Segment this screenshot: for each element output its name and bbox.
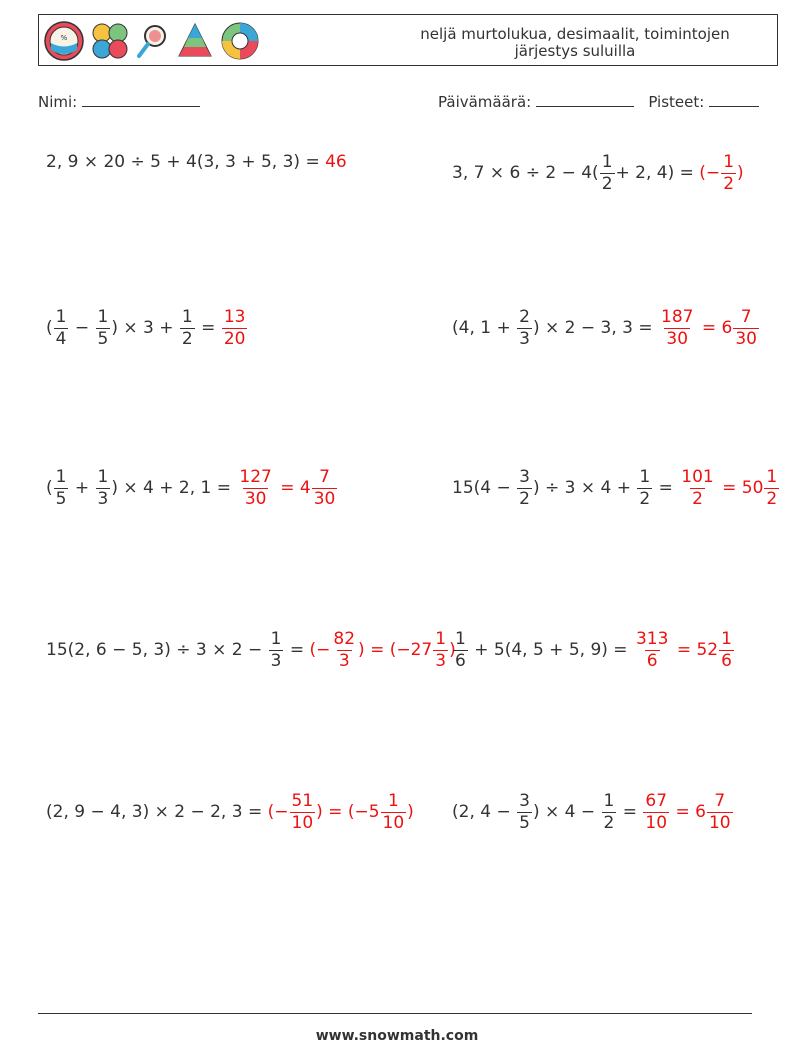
denominator: 3 <box>270 650 282 671</box>
denominator: 20 <box>223 328 246 349</box>
expression-part: ) × 3 + <box>111 318 174 338</box>
name-blank[interactable] <box>82 92 200 107</box>
denominator: 6 <box>455 650 466 671</box>
denominator: 2 <box>766 488 778 509</box>
answer <box>633 628 735 671</box>
name-field <box>38 92 200 111</box>
numerator: 1 <box>603 790 615 811</box>
date-label: Päivämäärä: <box>438 93 532 111</box>
expression-part: ) × 2 − 3, 3 = <box>532 318 653 338</box>
date-blank[interactable] <box>536 92 634 107</box>
answer-part: (− <box>309 640 331 660</box>
answer-fraction <box>634 628 670 671</box>
mixed-whole: = 4 <box>280 478 311 498</box>
answer-part: (− <box>267 802 289 822</box>
title-line-1: neljä murtolukua, desimaalit, toimintojen <box>420 25 730 43</box>
expression: 2, 9 × 20 ÷ 5 + 4(3, 3 + 5, 3) = <box>46 152 320 172</box>
name-label: Nimi: <box>38 93 78 111</box>
problem-9 <box>46 782 414 842</box>
answer-part: (− <box>699 163 721 183</box>
denominator: 5 <box>519 812 530 833</box>
expression-part: = <box>201 318 216 338</box>
numerator: 1 <box>455 628 466 649</box>
problem-5 <box>46 458 338 518</box>
problem-2 <box>452 143 744 203</box>
title-line-2: järjestys suluilla <box>514 42 636 60</box>
expression-part: ( <box>46 478 53 498</box>
denominator: 2 <box>692 488 703 509</box>
numerator: 1 <box>723 151 735 172</box>
answer <box>309 628 456 671</box>
score-blank[interactable] <box>709 92 759 107</box>
numerator: 1 <box>270 628 282 649</box>
fraction <box>269 628 284 671</box>
worksheet-header <box>38 14 778 66</box>
mixed-fraction <box>312 466 338 509</box>
answer <box>678 466 780 509</box>
fraction <box>602 790 617 833</box>
expression-part: ) ÷ 3 × 4 + <box>532 478 631 498</box>
footer-url[interactable]: www.snowmath.com <box>315 1028 479 1044</box>
problem-4 <box>452 298 760 358</box>
denominator: 2 <box>639 488 651 509</box>
donut-chart-icon <box>219 20 261 62</box>
percent-circle-icon <box>43 20 85 62</box>
denominator: 30 <box>313 488 336 509</box>
expression-part: ) × 4 − <box>532 802 596 822</box>
fraction <box>54 306 69 349</box>
mixed-fraction <box>433 628 448 671</box>
denominator: 3 <box>97 488 109 509</box>
answer <box>699 151 744 194</box>
numerator: 82 <box>333 628 356 649</box>
denominator: 5 <box>55 488 67 509</box>
denominator: 10 <box>291 812 314 833</box>
fraction <box>96 466 111 509</box>
numerator: 1 <box>601 151 613 172</box>
expression-part: 15(2, 6 − 5, 3) ÷ 3 × 2 − <box>46 640 263 660</box>
expression-part: = <box>289 640 305 660</box>
expression-part: (2, 9 − 4, 3) × 2 − 2, 3 = <box>46 802 263 822</box>
answer-part: ) <box>449 640 456 660</box>
numerator: 313 <box>635 628 669 649</box>
expression-part: (2, 4 − <box>452 802 511 822</box>
answer-part: ) = (−5 <box>316 802 380 822</box>
numerator: 13 <box>223 306 246 327</box>
denominator: 30 <box>666 328 689 349</box>
magnifier-icon <box>135 20 171 62</box>
answer-fraction <box>290 790 316 833</box>
numerator: 3 <box>519 790 530 811</box>
answer-fraction <box>222 306 248 349</box>
denominator: 3 <box>338 650 350 671</box>
answer-part: ) <box>737 163 744 183</box>
numerator: 2 <box>519 306 530 327</box>
expression-part: 15(4 − <box>452 478 511 498</box>
problem-10 <box>452 782 734 842</box>
problem-3 <box>46 298 248 358</box>
fraction <box>517 790 532 833</box>
numerator: 127 <box>239 466 272 487</box>
expression-part: ) × 4 + 2, 1 = <box>111 478 231 498</box>
denominator: 30 <box>735 328 757 349</box>
numerator: 1 <box>639 466 651 487</box>
expression-part: = <box>622 802 638 822</box>
numerator: 187 <box>661 306 694 327</box>
numerator: 1 <box>721 628 732 649</box>
mixed-whole: = 6 <box>675 802 706 822</box>
denominator: 10 <box>382 812 405 833</box>
denominator: 2 <box>181 328 193 349</box>
denominator: 5 <box>97 328 109 349</box>
expression-part: = <box>658 478 673 498</box>
answer <box>236 466 338 509</box>
mixed-whole: = 52 <box>676 640 719 660</box>
answer <box>267 790 414 833</box>
mixed-fraction <box>707 790 733 833</box>
mixed-fraction <box>764 466 779 509</box>
answer-fraction <box>331 628 357 671</box>
denominator: 2 <box>603 812 615 833</box>
answer <box>221 306 249 349</box>
answer-fraction <box>643 790 669 833</box>
numerator: 101 <box>681 466 714 487</box>
answer: 46 <box>325 152 347 172</box>
mixed-fraction <box>719 628 734 671</box>
numerator: 51 <box>291 790 314 811</box>
numerator: 67 <box>645 790 668 811</box>
fraction <box>517 306 532 349</box>
numerator: 1 <box>97 306 109 327</box>
numerator: 7 <box>740 306 752 327</box>
answer-fraction <box>237 466 273 509</box>
answer-fraction <box>721 151 736 194</box>
denominator: 2 <box>519 488 530 509</box>
numerator: 1 <box>55 466 67 487</box>
fraction-clover-icon <box>89 20 131 62</box>
problem-6 <box>452 458 780 518</box>
denominator: 10 <box>645 812 668 833</box>
numerator: 3 <box>519 466 530 487</box>
mixed-fraction <box>733 306 759 349</box>
answer-part: ) = (−27 <box>358 640 433 660</box>
footer-divider <box>38 1013 752 1014</box>
numerator: 1 <box>766 466 778 487</box>
problem-8 <box>452 620 735 680</box>
answer-fraction <box>659 306 695 349</box>
worksheet-title <box>395 26 755 60</box>
expression-part: − <box>74 318 90 338</box>
expression-part: + 5(4, 5 + 5, 9) = <box>474 640 628 660</box>
expression-part: 3, 7 × 6 ÷ 2 − 4( <box>452 163 599 183</box>
answer <box>642 790 733 833</box>
score-label: Pisteet: <box>648 93 705 111</box>
fraction <box>96 306 111 349</box>
numerator: 1 <box>97 466 109 487</box>
fraction <box>180 306 195 349</box>
numerator: 7 <box>319 466 330 487</box>
answer-fraction <box>679 466 715 509</box>
denominator: 10 <box>708 812 731 833</box>
mixed-fraction <box>381 790 407 833</box>
numerator: 1 <box>435 628 447 649</box>
fraction <box>637 466 652 509</box>
answer-part: ) <box>407 802 414 822</box>
date-score-fields <box>438 92 759 111</box>
answer <box>658 306 760 349</box>
fraction <box>453 628 468 671</box>
denominator: 3 <box>435 650 447 671</box>
numerator: 1 <box>387 790 399 811</box>
denominator: 6 <box>646 650 658 671</box>
problem-1 <box>46 132 347 192</box>
expression-part: (4, 1 + <box>452 318 511 338</box>
mixed-whole: = 6 <box>701 318 733 338</box>
problem-7 <box>46 620 456 680</box>
denominator: 30 <box>244 488 267 509</box>
pyramid-icon <box>175 20 215 62</box>
numerator: 1 <box>181 306 193 327</box>
denominator: 2 <box>601 173 613 194</box>
expression-part: + <box>74 478 90 498</box>
numerator: 7 <box>714 790 726 811</box>
fraction <box>517 466 532 509</box>
expression-part: + 2, 4) = <box>615 163 694 183</box>
expression-part: ( <box>46 318 53 338</box>
mixed-whole: = 50 <box>722 478 764 498</box>
header-icons <box>43 19 261 63</box>
denominator: 6 <box>721 650 732 671</box>
svg-text:%: % <box>60 34 68 42</box>
denominator: 2 <box>723 173 735 194</box>
numerator: 1 <box>55 306 67 327</box>
denominator: 4 <box>55 328 67 349</box>
fraction <box>600 151 615 194</box>
denominator: 3 <box>519 328 530 349</box>
fraction <box>54 466 69 509</box>
